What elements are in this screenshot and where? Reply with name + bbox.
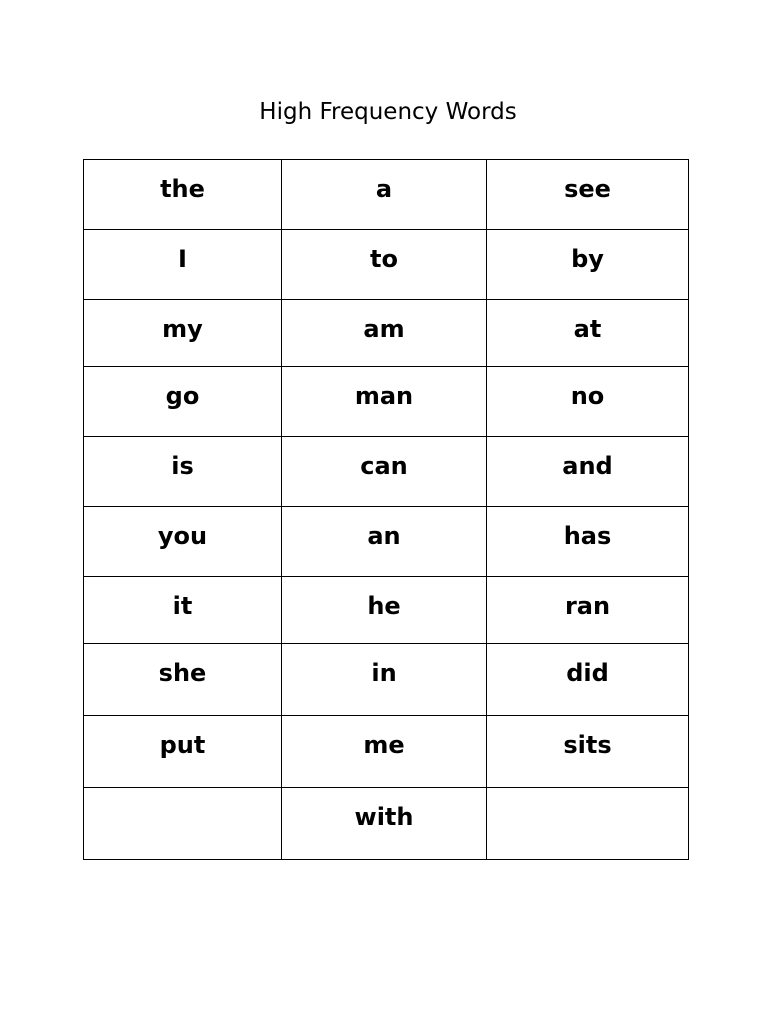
table-row [84, 507, 689, 577]
word-text [487, 788, 688, 805]
page-title: High Frequency Words [259, 99, 517, 125]
table-row [84, 367, 689, 437]
word-cell [487, 716, 689, 788]
word-text: it [172, 592, 193, 620]
word-cell [487, 300, 689, 367]
word-text: am [363, 315, 405, 343]
word-text: can [360, 452, 408, 480]
word-cell [282, 160, 487, 230]
word-cell [487, 367, 689, 437]
word-cell [84, 716, 282, 788]
word-text: by [571, 245, 604, 273]
word-cell [84, 160, 282, 230]
word-text: me [363, 731, 405, 759]
word-cell [282, 437, 487, 507]
word-text: sits [563, 731, 612, 759]
word-cell [282, 644, 487, 716]
word-text: a [375, 175, 393, 203]
word-cell [84, 367, 282, 437]
word-text: no [570, 382, 605, 410]
word-text: my [162, 315, 203, 343]
word-text: ran [564, 592, 611, 620]
word-cell [487, 788, 689, 860]
word-cell [487, 644, 689, 716]
word-cell [84, 507, 282, 577]
word-cell [84, 437, 282, 507]
table-row [84, 230, 689, 300]
table-row [84, 437, 689, 507]
word-text: did [566, 659, 609, 687]
word-text: with [354, 803, 414, 831]
table-row [84, 644, 689, 716]
table-row [84, 788, 689, 860]
word-cell [282, 367, 487, 437]
word-text: the [160, 175, 205, 203]
word-text: you [157, 522, 208, 550]
word-text: is [171, 452, 194, 480]
word-text: has [563, 522, 612, 550]
word-cell [282, 507, 487, 577]
word-text: put [159, 731, 206, 759]
table-row [84, 160, 689, 230]
word-cell [487, 437, 689, 507]
word-cell [487, 577, 689, 644]
word-text: to [370, 245, 398, 273]
word-cell [487, 160, 689, 230]
word-cell [487, 507, 689, 577]
word-cell [487, 230, 689, 300]
word-cell [282, 300, 487, 367]
table-row [84, 300, 689, 367]
word-text: man [354, 382, 414, 410]
table-row [84, 716, 689, 788]
word-text: see [564, 175, 611, 203]
word-cell [84, 644, 282, 716]
word-text: in [371, 659, 397, 687]
word-cell [84, 788, 282, 860]
word-cell [282, 716, 487, 788]
word-text: I [178, 245, 187, 273]
word-cell [282, 230, 487, 300]
word-cell [84, 230, 282, 300]
word-cell [282, 788, 487, 860]
word-cell [282, 577, 487, 644]
word-text: at [573, 315, 602, 343]
word-text: she [158, 659, 207, 687]
word-text: go [165, 382, 200, 410]
word-cell [84, 577, 282, 644]
word-text: and [562, 452, 613, 480]
word-text: he [367, 592, 401, 620]
word-table [83, 159, 689, 860]
table-row [84, 577, 689, 644]
word-text: an [367, 522, 401, 550]
word-text [84, 788, 281, 805]
word-cell [84, 300, 282, 367]
